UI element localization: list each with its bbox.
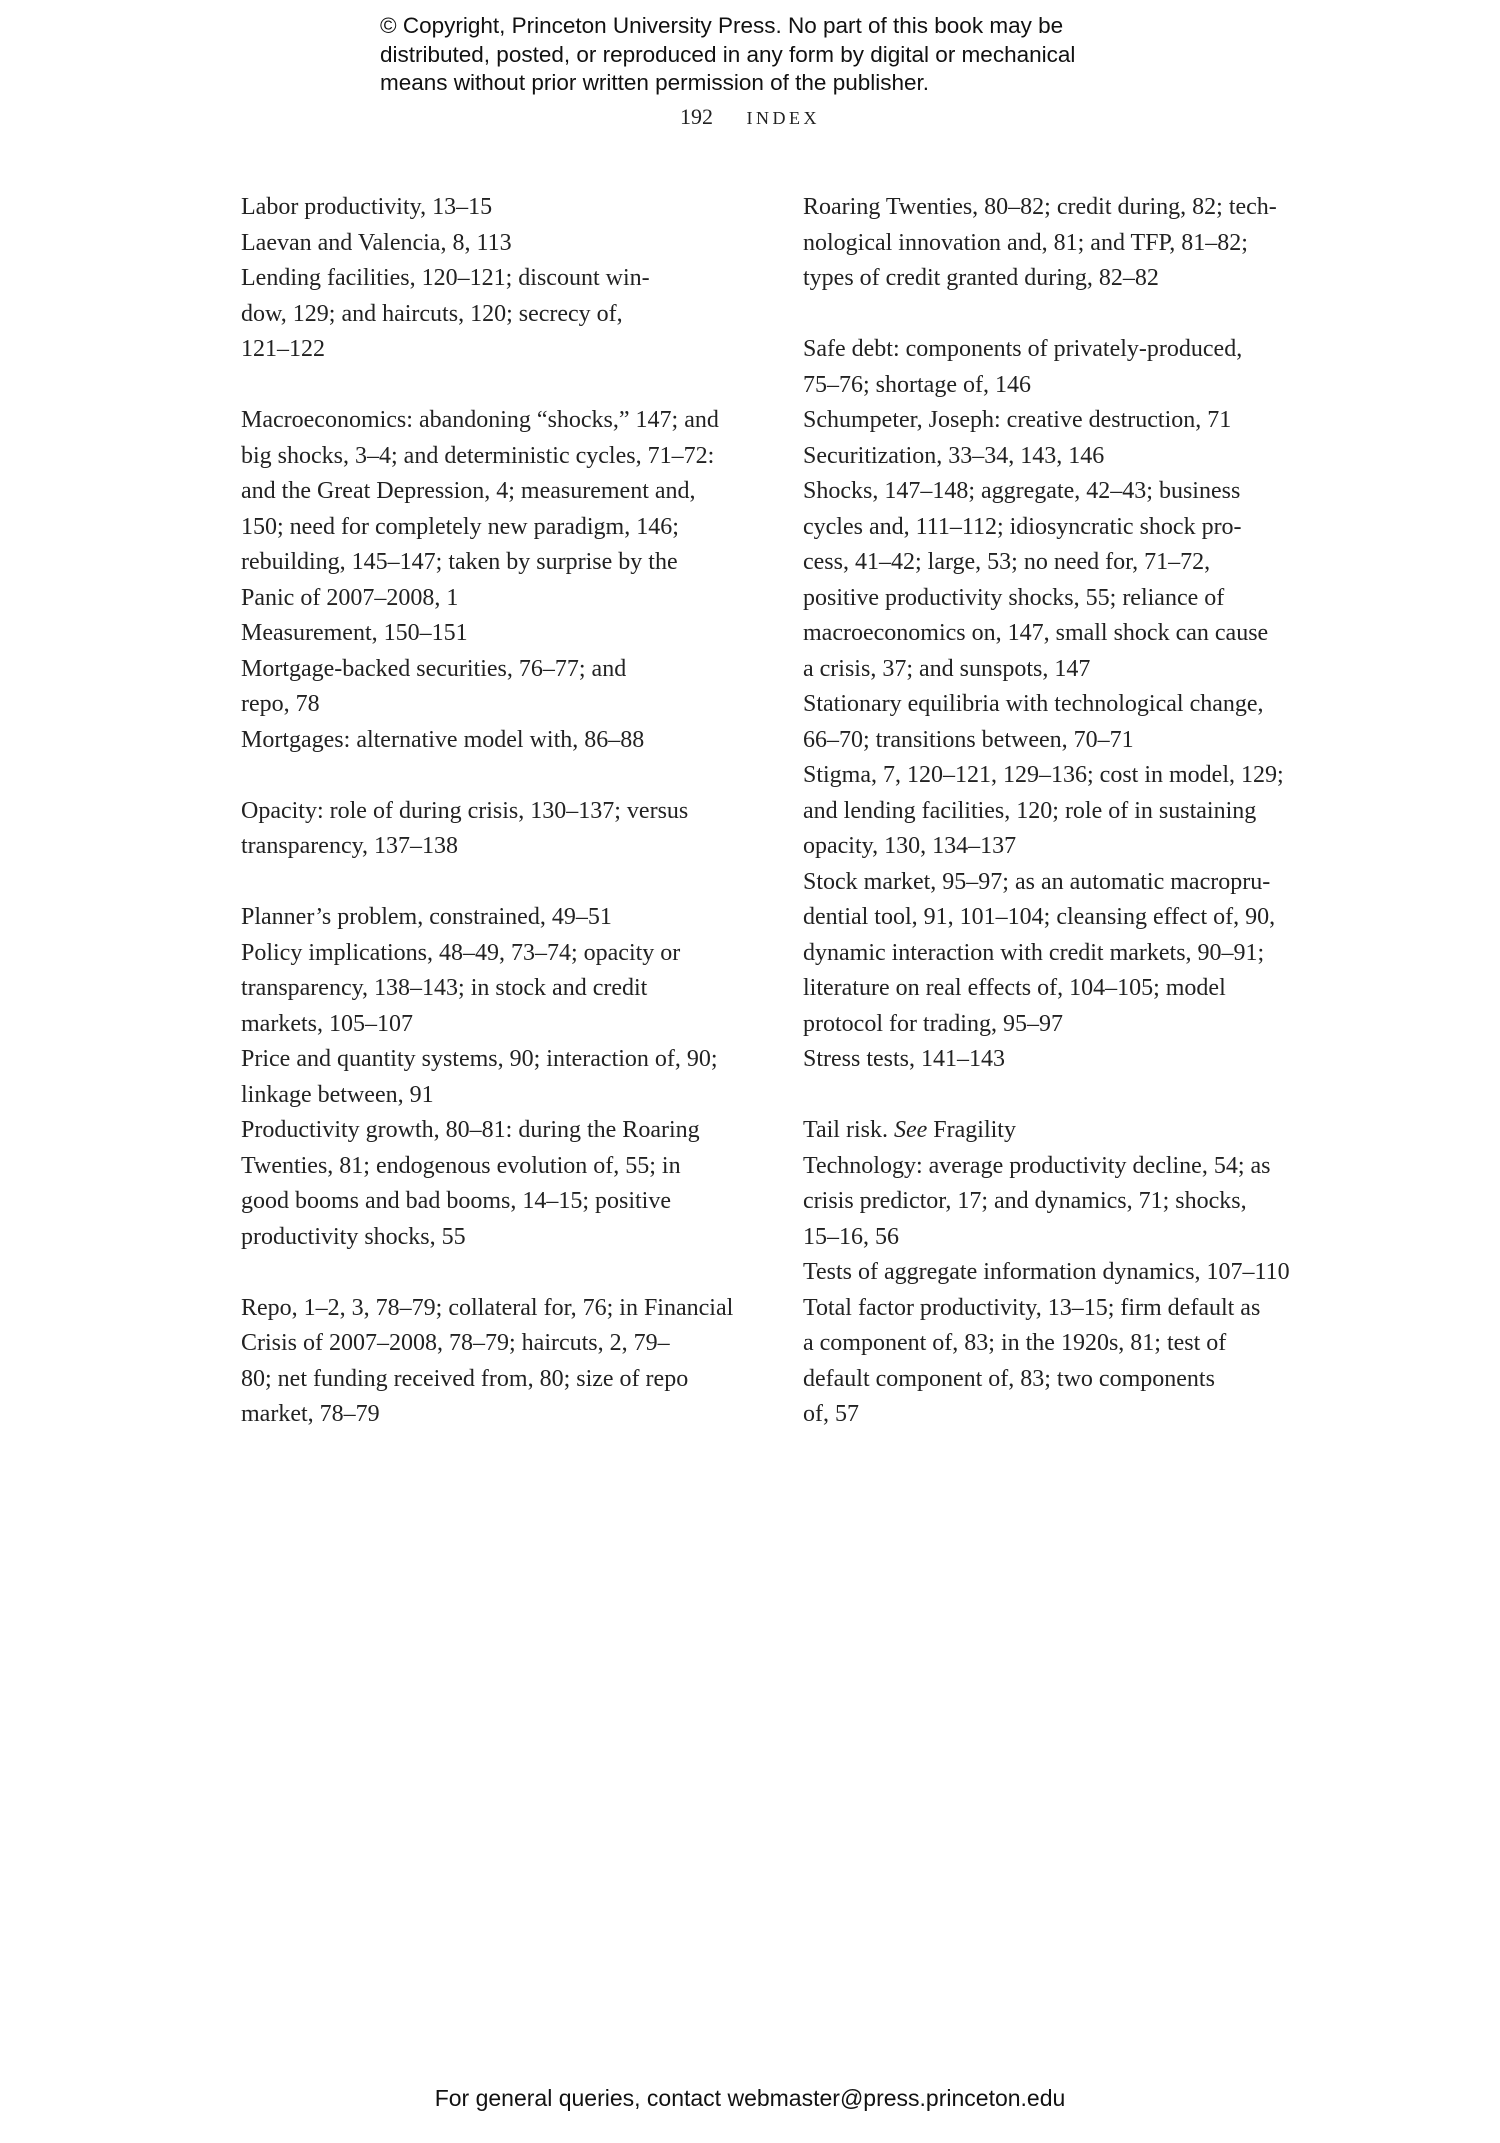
entry-line: of, 57 [803,1401,859,1427]
entry-line: Stock market, 95–97; as an automatic macropru- [803,868,1271,895]
index-entry [803,439,1333,475]
entry-line: 121–122 [241,336,325,362]
entry-line: Opacity: role of during crisis, 130–137; versus [241,797,689,824]
entry-line: opacity, 130, 134–137 [803,833,1017,859]
entry-line: 80; net funding received from, 80; size of repo [241,1365,689,1392]
entry-line: macroeconomics on, 147, small shock can cause [803,620,1269,646]
index-entry [803,1255,1333,1291]
index-entry [803,332,1333,403]
index-entry [241,226,761,262]
entry-line: dential tool, 91, 101–104; cleansing effect of, 90, [803,904,1276,930]
see-reference: See [893,1117,928,1143]
cross-reference-target: Fragility [933,1117,1016,1143]
entry-line: transparency, 137–138 [241,833,459,859]
entry-line: protocol for trading, 95–97 [803,1010,1063,1037]
index-entry [803,1149,1333,1256]
index-entry [803,190,1333,297]
entry-line: Repo, 1–2, 3, 78–79; collateral for, 76; in Financial [241,1294,734,1321]
letter-group-gap [241,865,761,901]
entry-line: Mortgage-backed securities, 76–77; and [241,655,627,682]
entry-line: Macroeconomics: abandoning “shocks,” 147; and [241,407,719,433]
entry-line: default component of, 83; two components [803,1365,1215,1392]
entry-line: cycles and, 111–112; idiosyncratic shock pro- [803,513,1242,540]
index-entry [241,1042,761,1113]
entry-line: Measurement, 150–151 [241,620,468,646]
letter-group-gap [803,1078,1333,1114]
index-entry [241,900,761,936]
index-column-right [803,190,1333,1433]
entry-line: Safe debt: components of privately-produced, [803,336,1243,362]
index-entry [241,936,761,1043]
entry-line: Stress tests, 141–143 [803,1046,1006,1072]
index-entry [803,865,1333,1043]
entry-line: Panic of 2007–2008, 1 [241,584,459,611]
entry-line: Schumpeter, Joseph: creative destruction, 71 [803,407,1232,433]
index-entry [803,758,1333,865]
entry-line: 15–16, 56 [803,1223,899,1250]
index-entry [241,1291,761,1433]
entry-line: Policy implications, 48–49, 73–74; opacity or [241,939,681,966]
entry-line: types of credit granted during, 82–82 [803,265,1159,291]
index-entry [241,1113,761,1255]
entry-line: markets, 105–107 [241,1010,413,1037]
entry-line: 66–70; transitions between, 70–71 [803,726,1134,753]
entry-line: Productivity growth, 80–81: during the Roaring [241,1117,700,1143]
index-entry [241,723,761,759]
entry-line: Tests of aggregate information dynamics, 107–110 [803,1259,1290,1285]
entry-line: transparency, 138–143; in stock and credit [241,975,648,1001]
entry-line: 75–76; shortage of, 146 [803,371,1031,398]
entry-line: Total factor productivity, 13–15; firm default as [803,1294,1261,1321]
index-entry [241,261,761,368]
copyright-line: means without prior written permission of the publisher. [380,70,930,95]
index-entry [803,1113,1333,1149]
index-entry [241,652,761,723]
page-number: 192 [680,104,713,129]
entry-line: Stationary equilibria with technological change, [803,691,1264,717]
entry-line: Twenties, 81; endogenous evolution of, 55; in [241,1152,681,1179]
entry-line: rebuilding, 145–147; taken by surprise by the [241,549,678,575]
entry-line: Shocks, 147–148; aggregate, 42–43; business [803,478,1241,504]
entry-line: literature on real effects of, 104–105; model [803,975,1226,1001]
entry-line: good booms and bad booms, 14–15; positive [241,1188,671,1214]
entry-line [803,1113,1333,1149]
letter-group-gap [241,368,761,404]
letter-group-gap [241,1255,761,1291]
entry-line: Technology: average productivity decline, 54; as [803,1152,1271,1179]
index-column-left [241,190,761,1433]
index-entry [241,403,761,616]
copyright-line: © Copyright, Princeton University Press. No part of this book may be [380,13,1064,38]
entry-line: big shocks, 3–4; and deterministic cycles, 71–72: [241,442,715,469]
index-entry [803,403,1333,439]
entry-line: Roaring Twenties, 80–82; credit during, 82; tech- [803,194,1277,220]
entry-line: Planner’s problem, constrained, 49–51 [241,904,612,930]
copyright-notice [380,12,1160,98]
index-entry [803,687,1333,758]
running-head [0,104,1500,130]
entry-line: productivity shocks, 55 [241,1223,466,1250]
entry-line: a crisis, 37; and sunspots, 147 [803,655,1091,682]
entry-line: Crisis of 2007–2008, 78–79; haircuts, 2, 79– [241,1330,670,1356]
entry-line: Securitization, 33–34, 143, 146 [803,442,1105,469]
entry-line: Labor productivity, 13–15 [241,194,493,220]
entry-line: Price and quantity systems, 90; interaction of, 90; [241,1046,718,1072]
entry-line: dow, 129; and haircuts, 120; secrecy of, [241,300,623,327]
entry-line: crisis predictor, 17; and dynamics, 71; shocks, [803,1188,1247,1214]
entry-line: dynamic interaction with credit markets, 90–91; [803,939,1265,966]
index-entry [241,190,761,226]
entry-line: repo, 78 [241,691,320,717]
index-entry [241,616,761,652]
entry-line: a component of, 83; in the 1920s, 81; test of [803,1330,1227,1356]
section-title: INDEX [746,108,820,128]
entry-line: and lending facilities, 120; role of in sustaining [803,797,1257,824]
index-entry [803,1291,1333,1433]
entry-line: and the Great Depression, 4; measurement and, [241,478,696,504]
copyright-line: distributed, posted, or reproduced in any form by digital or mechanical [380,41,1076,67]
entry-line: cess, 41–42; large, 53; no need for, 71–72, [803,549,1211,575]
index-entry [803,1042,1333,1078]
entry-line: linkage between, 91 [241,1081,434,1108]
index-entry [241,794,761,865]
index-entry [803,474,1333,687]
entry-line: 150; need for completely new paradigm, 146; [241,513,679,540]
entry-line: Lending facilities, 120–121; discount win- [241,265,650,291]
entry-term: Tail risk. [803,1117,888,1143]
entry-line: nological innovation and, 81; and TFP, 81–82; [803,229,1248,256]
entry-line: Stigma, 7, 120–121, 129–136; cost in model, 129; [803,762,1284,788]
entry-line: positive productivity shocks, 55; reliance of [803,584,1225,611]
entry-line: market, 78–79 [241,1401,380,1427]
letter-group-gap [241,758,761,794]
contact-footer: For general queries, contact webmaster@press.princeton.edu [434,2085,1066,2111]
letter-group-gap [803,297,1333,333]
entry-line: Laevan and Valencia, 8, 113 [241,229,512,256]
entry-line: Mortgages: alternative model with, 86–88 [241,726,645,753]
